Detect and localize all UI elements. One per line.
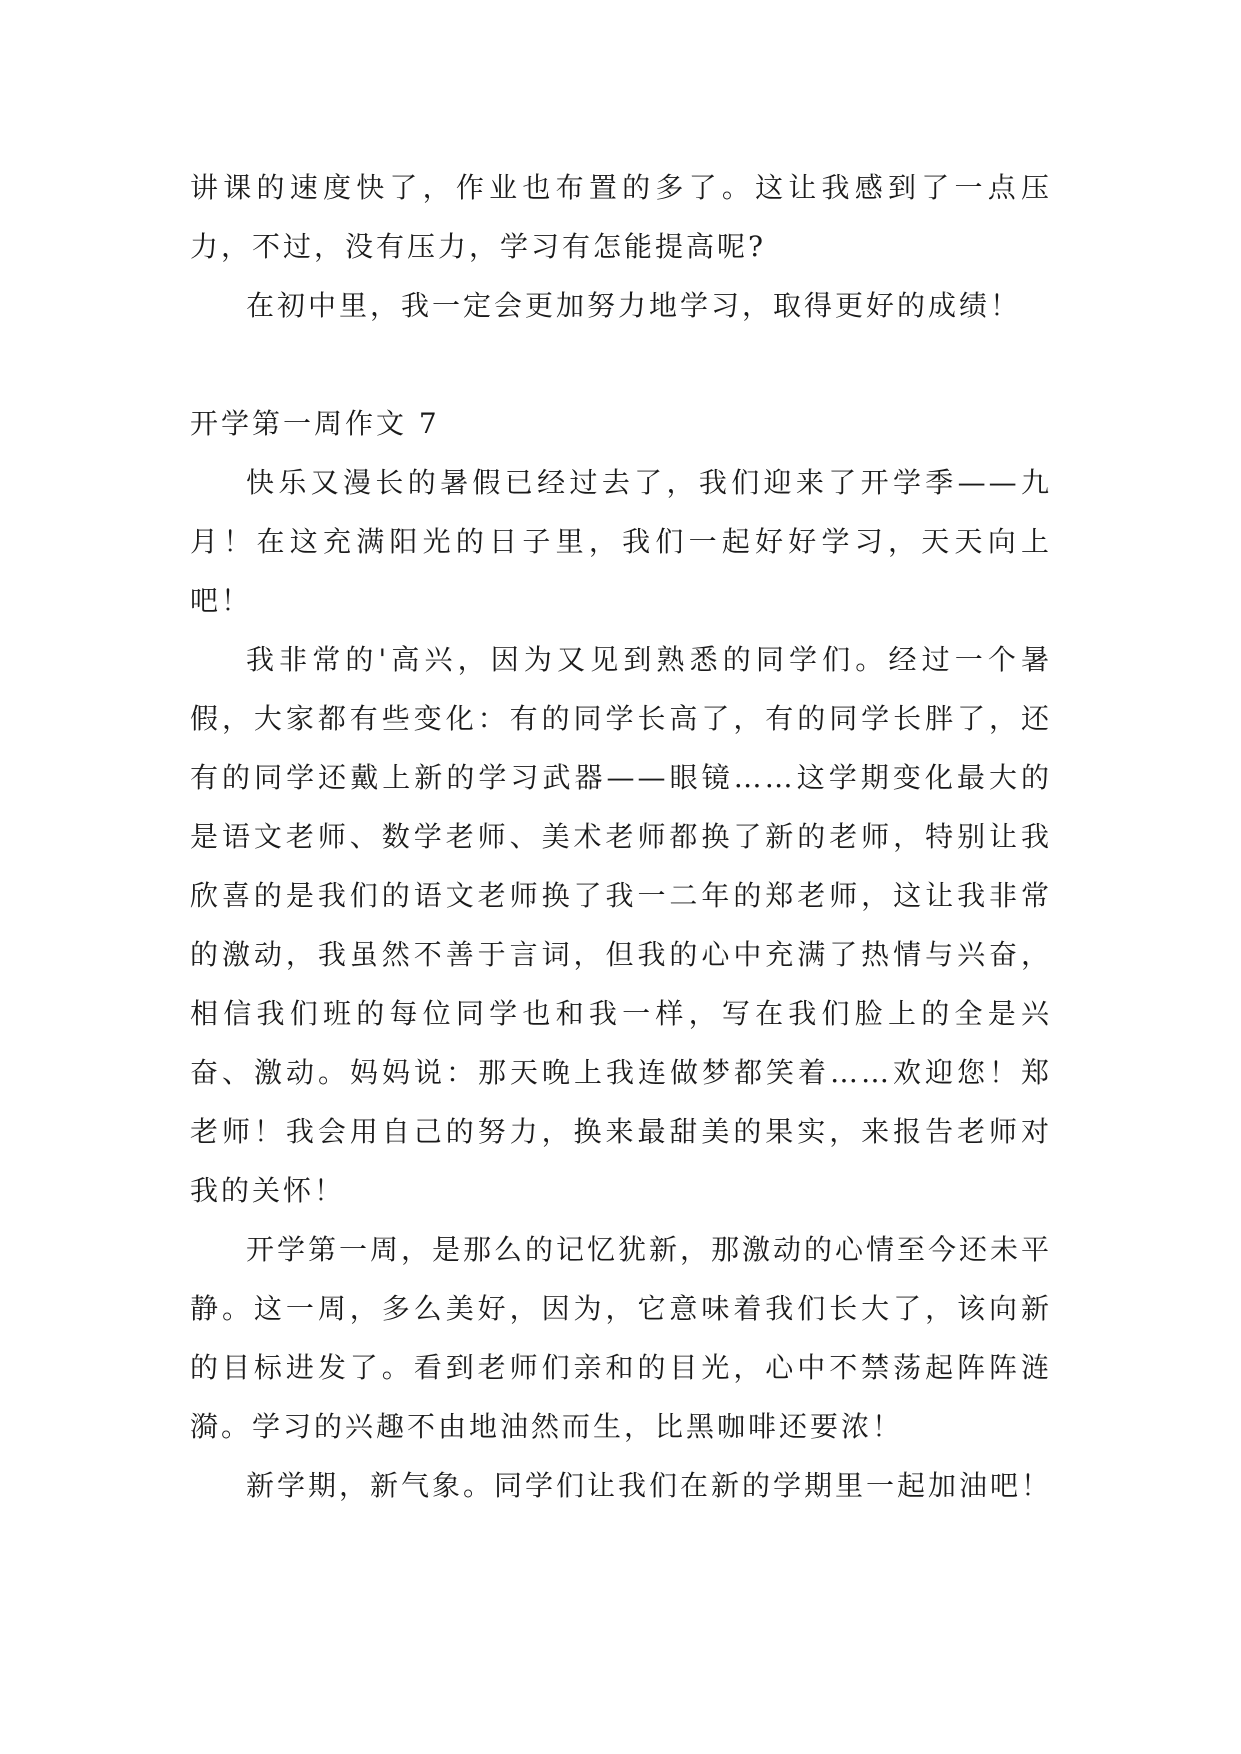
closing-paragraph: 在初中里，我一定会更加努力地学习，取得更好的成绩！ <box>246 289 1022 322</box>
body-paragraph-1: 快乐又漫长的暑假已经过去了，我们迎来了开学季——九月！在这充满阳光的日子里，我们一起好好学习，天天向上吧！ <box>190 466 1052 617</box>
section-gap <box>190 335 1052 394</box>
document-body <box>190 158 1052 1515</box>
body-paragraph-3: 开学第一周，是那么的记忆犹新，那激动的心情至今还未平静。这一周，多么美好，因为，它意味着我们长大了，该向新的目标进发了。看到老师们亲和的目光，心中不禁荡起阵阵涟漪。学习的兴趣不由地油然而生，比黑咖啡还要浓！ <box>190 1233 1053 1443</box>
body-paragraph-4: 新学期，新气象。同学们让我们在新的学期里一起加油吧！ <box>246 1469 1053 1502</box>
section-title: 开学第一周作文 7 <box>190 407 440 440</box>
continuation-paragraph: 讲课的速度快了，作业也布置的多了。这让我感到了一点压力，不过，没有压力，学习有怎能提高呢? <box>190 171 1052 263</box>
body-paragraph-2: 我非常的'高兴，因为又见到熟悉的同学们。经过一个暑假，大家都有些变化：有的同学长高了，有的同学长胖了，还有的同学还戴上新的学习武器——眼镜……这学期变化最大的是语文老师、数学老师、美术老师都换了新的老师，特别让我欣喜的是我们的语文老师换了我一二年的郑老师，这让我非常的激动，我虽然不善于言词，但我的心中充满了热情与兴奋，相信我们班的每位同学也和我一样，写在我们脸上的全是兴奋、激动。妈妈说：那天晚上我连做梦都笑着……欢迎您！郑老师！我会用自己的努力，换来最甜美的果实，来报告老师对我的关怀！ <box>190 643 1052 1207</box>
